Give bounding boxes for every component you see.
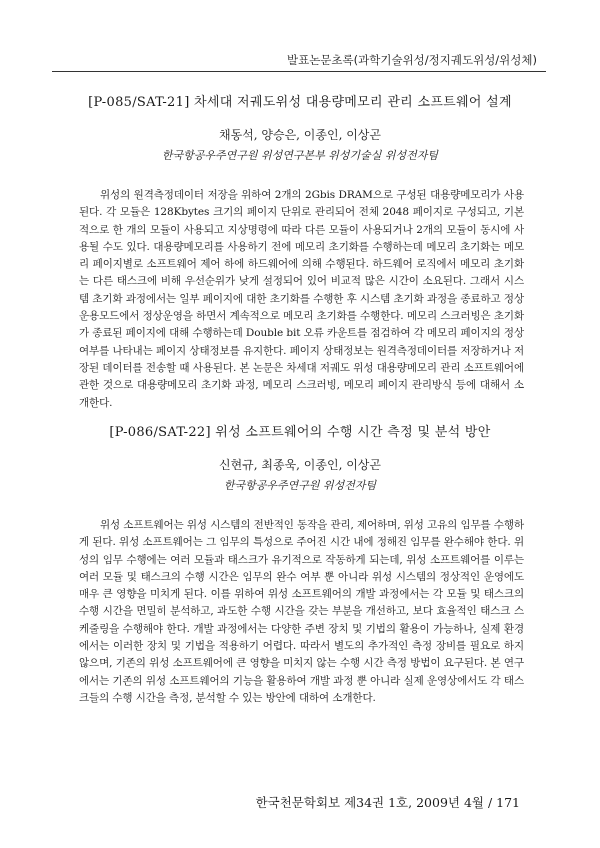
affiliation: 한국항공우주연구원 위성전자팀: [223, 479, 377, 492]
abstract-title: [P-085/SAT-21] 차세대 저궤도위성 대용량메모리 관리 소프트웨어 설계: [88, 95, 512, 110]
abstract-body: 위성 소프트웨어는 위성 시스템의 전반적인 동작을 관리, 제어하며, 위성 고유의 임무를 수행하게 된다. 위성 소프트웨어는 그 임무의 특성으로 주어진 시간 내에 정해진 임무를 완수해야 한다. 위성의 임무 수행에는 여러 모듈과 태스크가 유기적으로 작동하게 되는데, 위성 소프트웨어를 이루는 여러 모듈 및 태스크의 수행 시간은 임무의 완수 여부 뿐 아니라 위성 시스템의 정상적인 운영에도 매우 큰 영향을 미치게 된다. 이를 위하여 위성 소프트웨어의 개발 과정에서는 각 모듈 및 태스크의 수행 시간을 면밀히 분석하고, 과도한 수행 시간을 갖는 부분을 개선하고, 보다 효율적인 태스크 스케줄링을 수행해야 한다. 개발 과정에서는 다양한 주변 장치 및 기법의 활용이 가능하나, 실제 환경에서는 이러한 장치 및 기법을 적용하기 어렵다. 따라서 별도의 추가적인 측정 장비를 필요로 하지 않으며, 기존의 위성 소프트웨어에 큰 영향을 미치지 않는 수행 시간 측정 방법이 요구된다. 본 연구에서는 기존의 위성 소프트웨어의 기능을 활용하여 개발 과정 뿐 아니라 실제 운영상에서도 각 태스크들의 수행 시간을 측정, 분석할 수 있는 방안에 대하여 소개한다.: [79, 519, 524, 704]
abstract-entry: [0, 421, 600, 707]
header-rule: [52, 71, 546, 72]
page-footer: 한국천문학회보 제34권 1호, 2009년 4월 / 171: [255, 795, 520, 810]
author-list: 채동석, 양승은, 이종인, 이상곤: [219, 128, 381, 142]
abstract-body: 위성의 원격측정데이터 저장을 위하여 2개의 2Gbis DRAM으로 구성된 대용량메모리가 사용된다. 각 모듈은 128Kbytes 크기의 페이지 단위로 관리되어 전체 2048 페이지로 구성되고, 기본적으로 한 개의 모듈이 사용되고 지상명령에 따라 다른 모듈이 사용되거나 2개의 모듈이 동시에 사용될 수도 있다. 대용량메모리를 사용하기 전에 메모리 초기화를 수행하는데 메모리 초기화는 메모리 페이지별로 소프트웨어 제어 하에 하드웨어에 의해 수행된다. 하드웨어 로직에서 메모리 초기화는 다른 태스크에 비해 우선순위가 낮게 설정되어 있어 비교적 많은 시간이 소요된다. 그래서 시스템 초기화 과정에서는 일부 페이지에 대한 초기화를 수행한 후 시스템 초기화 과정을 종료하고 정상 운용모드에서 정상운영을 하면서 계속적으로 메모리 초기화를 수행한다. 메모리 스크러빙은 초기화가 종료된 페이지에 대해 수행하는데 Double bit 오류 카운트를 점검하여 각 메모리 페이지의 정상여부를 나타내는 페이지 상태정보를 유지한다. 페이지 상태정보는 원격측정데이터를 저장하거나 저장된 데이터를 전송할 때 사용된다. 본 논문은 차세대 저궤도 위성 대용량메모리 관리 소프트웨어에 관한 것으로 대용량메모리 초기화 과정, 메모리 스크러빙, 메모리 페이지 관리방식 등에 대해서 소개한다.: [79, 189, 524, 409]
affiliation: 한국항공우주연구원 위성연구본부 위성기술실 위성전자팀: [161, 149, 439, 162]
abstract-entry: [0, 91, 600, 412]
abstract-title: [P-086/SAT-22] 위성 소프트웨어의 수행 시간 측정 및 분석 방안: [109, 425, 491, 440]
author-list: 신현규, 최종욱, 이종인, 이상곤: [219, 458, 381, 472]
running-header: 발표논문초록(과학기술위성/정지궤도위성/위성체): [286, 53, 537, 67]
